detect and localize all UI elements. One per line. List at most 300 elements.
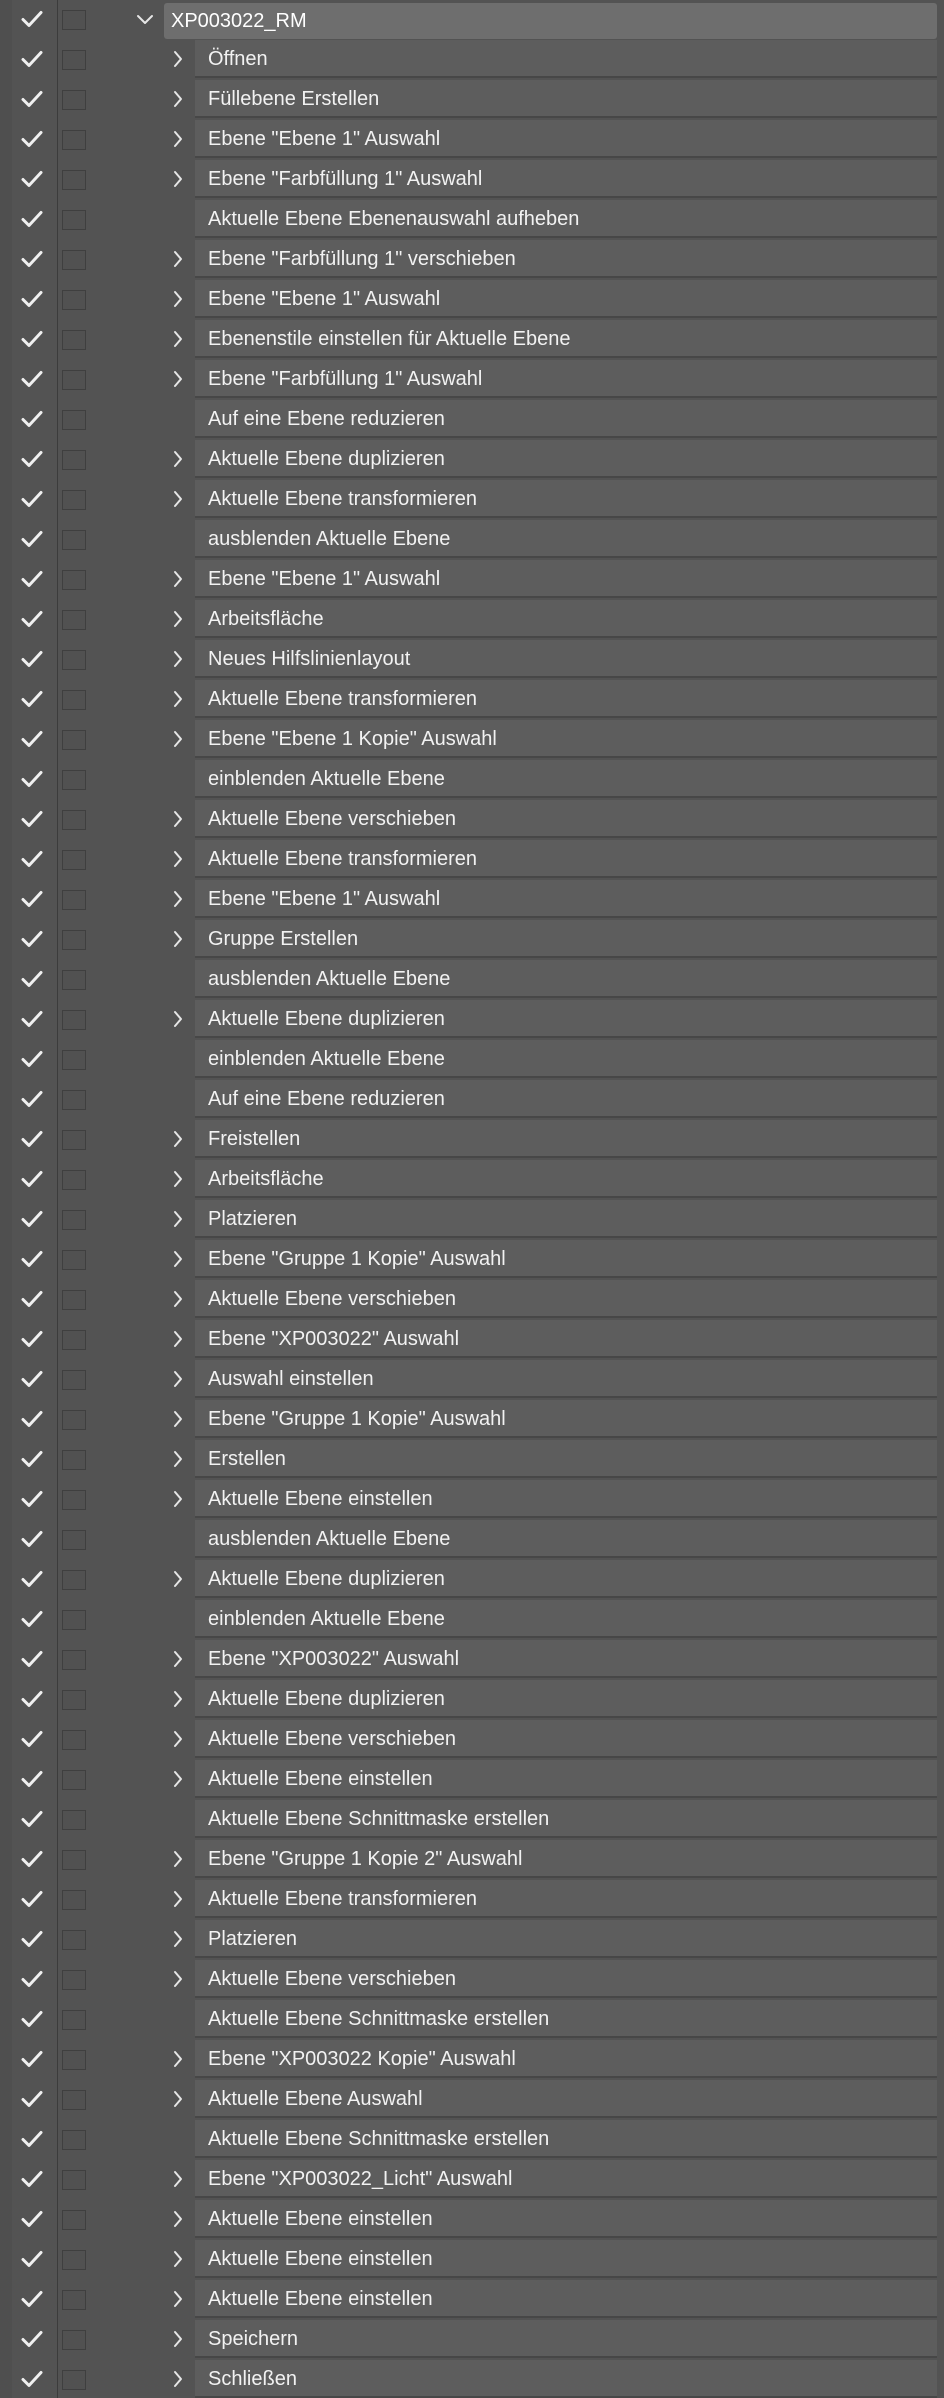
toggle-dialog-box[interactable] <box>62 770 86 790</box>
toggle-dialog-box[interactable] <box>62 2010 86 2030</box>
checkmark-icon <box>21 2250 43 2268</box>
expand-toggle[interactable] <box>168 1209 188 1229</box>
chevron-right-icon <box>172 1490 184 1508</box>
action-step-row[interactable] <box>0 1160 944 1198</box>
expand-toggle[interactable] <box>168 1369 188 1389</box>
expand-toggle[interactable] <box>168 489 188 509</box>
action-step-label: Ebene "XP003022" Auswahl <box>208 1328 460 1350</box>
expand-toggle[interactable] <box>168 569 188 589</box>
toggle-item-checkbox[interactable] <box>20 967 44 991</box>
action-step-row[interactable] <box>0 840 944 878</box>
expand-toggle[interactable] <box>168 1769 188 1789</box>
action-step-row[interactable] <box>0 1200 944 1238</box>
toggle-item-checkbox[interactable] <box>20 1487 44 1511</box>
expand-toggle[interactable] <box>168 929 188 949</box>
toggle-dialog-box[interactable] <box>62 2370 86 2390</box>
toggle-dialog-box[interactable] <box>62 1730 86 1750</box>
checkmark-icon <box>21 170 43 188</box>
toggle-dialog-box[interactable] <box>62 850 86 870</box>
action-step-row[interactable] <box>0 360 944 398</box>
toggle-dialog-box[interactable] <box>62 1970 86 1990</box>
expand-toggle[interactable] <box>168 1849 188 1869</box>
action-step-row[interactable] <box>0 320 944 358</box>
checkmark-icon <box>21 1970 43 1988</box>
chevron-right-icon <box>172 1250 184 1268</box>
checkmark-icon <box>21 2210 43 2228</box>
action-step-row[interactable] <box>0 520 944 558</box>
action-step-row[interactable] <box>0 120 944 158</box>
expand-toggle[interactable] <box>168 729 188 749</box>
toggle-dialog-box[interactable] <box>62 2210 86 2230</box>
action-step-label: Ebene "XP003022 Kopie" Auswahl <box>208 2048 516 2070</box>
toggle-dialog-box[interactable] <box>62 10 86 30</box>
expand-toggle[interactable] <box>168 2049 188 2069</box>
action-step-bar[interactable] <box>195 1440 937 1478</box>
expand-toggle[interactable] <box>168 649 188 669</box>
toggle-item-checkbox[interactable] <box>20 487 44 511</box>
toggle-dialog-box[interactable] <box>62 1410 86 1430</box>
toggle-item-checkbox[interactable] <box>20 1127 44 1151</box>
action-step-row[interactable] <box>0 2360 944 2398</box>
expand-toggle[interactable] <box>168 1409 188 1429</box>
action-step-row[interactable] <box>0 880 944 918</box>
toggle-dialog-box[interactable] <box>62 170 86 190</box>
checkmark-icon <box>21 1290 43 1308</box>
toggle-item-checkbox[interactable] <box>20 567 44 591</box>
checkmark-icon <box>21 1930 43 1948</box>
action-step-row[interactable] <box>0 1440 944 1478</box>
expand-toggle[interactable] <box>168 1329 188 1349</box>
action-step-row[interactable] <box>0 240 944 278</box>
toggle-dialog-box[interactable] <box>62 210 86 230</box>
checkmark-icon <box>21 1730 43 1748</box>
action-step-label: Aktuelle Ebene duplizieren <box>208 1568 445 1590</box>
expand-toggle[interactable] <box>168 689 188 709</box>
checkmark-icon <box>21 970 43 988</box>
action-step-label: Ebene "Gruppe 1 Kopie 2" Auswahl <box>208 1848 523 1870</box>
toggle-dialog-box[interactable] <box>62 530 86 550</box>
action-step-row[interactable] <box>0 1120 944 1158</box>
chevron-right-icon <box>172 810 184 828</box>
toggle-dialog-box[interactable] <box>62 1330 86 1350</box>
toggle-dialog-box[interactable] <box>62 2290 86 2310</box>
toggle-item-checkbox[interactable] <box>20 1527 44 1551</box>
action-step-row[interactable] <box>0 2120 944 2158</box>
toggle-dialog-box[interactable] <box>62 2130 86 2150</box>
expand-toggle[interactable] <box>168 2169 188 2189</box>
toggle-item-checkbox[interactable] <box>20 727 44 751</box>
toggle-dialog-box[interactable] <box>62 450 86 470</box>
chevron-right-icon <box>172 1570 184 1588</box>
toggle-item-checkbox[interactable] <box>20 527 44 551</box>
expand-toggle[interactable] <box>168 1689 188 1709</box>
toggle-item-checkbox[interactable] <box>20 1447 44 1471</box>
expand-toggle[interactable] <box>168 1169 188 1189</box>
action-step-row[interactable] <box>0 2240 944 2278</box>
expand-toggle[interactable] <box>168 809 188 829</box>
expand-toggle[interactable] <box>168 449 188 469</box>
toggle-item-checkbox[interactable] <box>20 647 44 671</box>
toggle-item-checkbox[interactable] <box>20 327 44 351</box>
toggle-dialog-box[interactable] <box>62 2050 86 2070</box>
expand-toggle[interactable] <box>168 49 188 69</box>
toggle-dialog-box[interactable] <box>62 410 86 430</box>
toggle-item-checkbox[interactable] <box>20 767 44 791</box>
action-step-row[interactable] <box>0 1600 944 1638</box>
toggle-item-checkbox[interactable] <box>20 2327 44 2351</box>
expand-toggle[interactable] <box>168 2089 188 2109</box>
toggle-item-checkbox[interactable] <box>20 1607 44 1631</box>
toggle-dialog-box[interactable] <box>62 1010 86 1030</box>
toggle-dialog-box[interactable] <box>62 90 86 110</box>
expand-toggle[interactable] <box>168 329 188 349</box>
action-step-row[interactable] <box>0 40 944 78</box>
toggle-dialog-box[interactable] <box>62 1570 86 1590</box>
toggle-item-checkbox[interactable] <box>20 2247 44 2271</box>
action-step-label: ausblenden Aktuelle Ebene <box>208 528 451 550</box>
action-step-label: einblenden Aktuelle Ebene <box>208 1048 445 1070</box>
expand-toggle[interactable] <box>168 889 188 909</box>
action-step-row[interactable] <box>0 1080 944 1118</box>
checkmark-icon <box>21 1050 43 1068</box>
expand-toggle[interactable] <box>168 1569 188 1589</box>
chevron-right-icon <box>172 610 184 628</box>
expand-toggle[interactable] <box>168 249 188 269</box>
toggle-item-checkbox[interactable] <box>20 287 44 311</box>
action-step-row[interactable] <box>0 1920 944 1958</box>
toggle-dialog-box[interactable] <box>62 1050 86 1070</box>
action-step-label: Aktuelle Ebene transformieren <box>208 488 478 510</box>
checkmark-icon <box>21 1450 43 1468</box>
toggle-item-checkbox[interactable] <box>20 2367 44 2391</box>
checkmark-icon <box>21 2050 43 2068</box>
action-step-row[interactable] <box>0 200 944 238</box>
toggle-dialog-box[interactable] <box>62 1690 86 1710</box>
toggle-dialog-box[interactable] <box>62 1890 86 1910</box>
toggle-dialog-box[interactable] <box>62 930 86 950</box>
action-step-row[interactable] <box>0 920 944 958</box>
chevron-right-icon <box>172 170 184 188</box>
expand-toggle[interactable] <box>168 1249 188 1269</box>
toggle-dialog-box[interactable] <box>62 650 86 670</box>
toggle-item-checkbox[interactable] <box>20 1007 44 1031</box>
expand-toggle[interactable] <box>168 1489 188 1509</box>
expand-toggle[interactable] <box>168 2369 188 2389</box>
expand-toggle[interactable] <box>168 1729 188 1749</box>
toggle-dialog-box[interactable] <box>62 1850 86 1870</box>
action-step-row[interactable] <box>0 80 944 118</box>
action-step-label: Gruppe Erstellen <box>208 928 359 950</box>
toggle-item-checkbox[interactable] <box>20 407 44 431</box>
action-step-row[interactable] <box>0 560 944 598</box>
checkmark-icon <box>21 1690 43 1708</box>
action-step-row[interactable] <box>0 1480 944 1518</box>
toggle-item-checkbox[interactable] <box>20 607 44 631</box>
checkmark-icon <box>21 1890 43 1908</box>
action-step-row[interactable] <box>0 1560 944 1598</box>
toggle-dialog-box[interactable] <box>62 1210 86 1230</box>
action-step-label: Ebene "Farbfüllung 1" verschieben <box>208 248 516 270</box>
checkmark-icon <box>21 610 43 628</box>
action-step-row[interactable] <box>0 1800 944 1838</box>
toggle-dialog-box[interactable] <box>62 570 86 590</box>
toggle-item-checkbox[interactable] <box>20 1927 44 1951</box>
checkmark-icon <box>21 490 43 508</box>
toggle-dialog-box[interactable] <box>62 370 86 390</box>
toggle-item-checkbox[interactable] <box>20 1367 44 1391</box>
action-step-label: Arbeitsfläche <box>208 1168 324 1190</box>
expand-toggle[interactable] <box>168 1289 188 1309</box>
action-step-row[interactable] <box>0 400 944 438</box>
checkmark-icon <box>21 250 43 268</box>
action-step-row[interactable] <box>0 440 944 478</box>
action-step-row[interactable] <box>0 1400 944 1438</box>
expand-toggle[interactable] <box>168 1009 188 1029</box>
expand-toggle[interactable] <box>168 169 188 189</box>
action-step-label: Aktuelle Ebene Auswahl <box>208 2088 423 2110</box>
action-step-row[interactable] <box>0 2080 944 2118</box>
toggle-item-checkbox[interactable] <box>20 2047 44 2071</box>
action-step-row[interactable] <box>0 1040 944 1078</box>
chevron-right-icon <box>172 2290 184 2308</box>
toggle-item-checkbox[interactable] <box>20 1807 44 1831</box>
chevron-right-icon <box>172 250 184 268</box>
expand-toggle[interactable] <box>168 609 188 629</box>
toggle-dialog-box[interactable] <box>62 250 86 270</box>
checkmark-icon <box>21 2010 43 2028</box>
action-set-row[interactable] <box>0 0 944 38</box>
expand-toggle[interactable] <box>168 289 188 309</box>
toggle-item-checkbox[interactable] <box>20 1287 44 1311</box>
toggle-dialog-box[interactable] <box>62 1490 86 1510</box>
toggle-item-checkbox[interactable] <box>20 447 44 471</box>
action-step-bar[interactable] <box>195 2320 937 2358</box>
action-step-row[interactable] <box>0 720 944 758</box>
collapse-toggle[interactable] <box>134 9 156 31</box>
action-step-row[interactable] <box>0 1000 944 1038</box>
toggle-dialog-box[interactable] <box>62 970 86 990</box>
action-step-bar[interactable] <box>195 1120 937 1158</box>
toggle-item-checkbox[interactable] <box>20 207 44 231</box>
action-step-bar[interactable] <box>195 1200 937 1238</box>
expand-toggle[interactable] <box>168 849 188 869</box>
checkmark-icon <box>21 1810 43 1828</box>
expand-toggle[interactable] <box>168 369 188 389</box>
toggle-dialog-box[interactable] <box>62 1250 86 1270</box>
toggle-item-checkbox[interactable] <box>20 1207 44 1231</box>
toggle-item-checkbox[interactable] <box>20 927 44 951</box>
toggle-item-checkbox[interactable] <box>20 247 44 271</box>
expand-toggle[interactable] <box>168 2329 188 2349</box>
action-step-row[interactable] <box>0 1880 944 1918</box>
action-step-row[interactable] <box>0 800 944 838</box>
toggle-item-checkbox[interactable] <box>20 2167 44 2191</box>
action-step-row[interactable] <box>0 760 944 798</box>
action-step-label: Aktuelle Ebene einstellen <box>208 2248 433 2270</box>
action-step-row[interactable] <box>0 1680 944 1718</box>
action-step-label: Aktuelle Ebene transformieren <box>208 1888 478 1910</box>
toggle-dialog-box[interactable] <box>62 130 86 150</box>
action-step-label: Ebene "Ebene 1" Auswahl <box>208 288 441 310</box>
toggle-item-checkbox[interactable] <box>20 2007 44 2031</box>
action-step-row[interactable] <box>0 1960 944 1998</box>
toggle-dialog-box[interactable] <box>62 890 86 910</box>
toggle-item-checkbox[interactable] <box>20 1647 44 1671</box>
toggle-dialog-box[interactable] <box>62 1450 86 1470</box>
action-step-bar[interactable] <box>195 2360 937 2398</box>
action-step-label: Aktuelle Ebene einstellen <box>208 2208 433 2230</box>
toggle-item-checkbox[interactable] <box>20 1967 44 1991</box>
checkmark-icon <box>21 410 43 428</box>
chevron-right-icon <box>172 1970 184 1988</box>
expand-toggle[interactable] <box>168 1969 188 1989</box>
action-step-label: Aktuelle Ebene Schnittmaske erstellen <box>208 1808 550 1830</box>
checkmark-icon <box>21 1170 43 1188</box>
toggle-item-checkbox[interactable] <box>20 47 44 71</box>
toggle-item-checkbox[interactable] <box>20 2207 44 2231</box>
toggle-dialog-box[interactable] <box>62 2330 86 2350</box>
toggle-item-checkbox[interactable] <box>20 127 44 151</box>
toggle-dialog-box[interactable] <box>62 1930 86 1950</box>
toggle-item-checkbox[interactable] <box>20 1767 44 1791</box>
action-step-label: Arbeitsfläche <box>208 608 324 630</box>
checkmark-icon <box>21 90 43 108</box>
toggle-item-checkbox[interactable] <box>20 807 44 831</box>
toggle-item-checkbox[interactable] <box>20 1847 44 1871</box>
action-step-row[interactable] <box>0 2040 944 2078</box>
toggle-item-checkbox[interactable] <box>20 1087 44 1111</box>
toggle-dialog-box[interactable] <box>62 1090 86 1110</box>
action-step-row[interactable] <box>0 680 944 718</box>
action-step-row[interactable] <box>0 2160 944 2198</box>
checkmark-icon <box>21 450 43 468</box>
expand-toggle[interactable] <box>168 89 188 109</box>
action-step-bar[interactable] <box>195 40 937 78</box>
toggle-item-checkbox[interactable] <box>20 887 44 911</box>
action-step-label: Aktuelle Ebene einstellen <box>208 1488 433 1510</box>
toggle-dialog-box[interactable] <box>62 1370 86 1390</box>
toggle-item-checkbox[interactable] <box>20 1047 44 1071</box>
checkmark-icon <box>21 370 43 388</box>
expand-toggle[interactable] <box>168 129 188 149</box>
action-step-row[interactable] <box>0 280 944 318</box>
action-step-row[interactable] <box>0 1320 944 1358</box>
toggle-dialog-box[interactable] <box>62 50 86 70</box>
toggle-dialog-box[interactable] <box>62 290 86 310</box>
toggle-item-checkbox[interactable] <box>20 2287 44 2311</box>
action-step-row[interactable] <box>0 2200 944 2238</box>
action-step-label: Ebene "Ebene 1 Kopie" Auswahl <box>208 728 497 750</box>
toggle-item-checkbox[interactable] <box>20 1327 44 1351</box>
toggle-dialog-box[interactable] <box>62 610 86 630</box>
action-step-row[interactable] <box>0 1360 944 1398</box>
action-step-row[interactable] <box>0 1280 944 1318</box>
action-step-bar[interactable] <box>195 1920 937 1958</box>
toggle-dialog-box[interactable] <box>62 1810 86 1830</box>
action-step-label: Öffnen <box>208 48 268 70</box>
toggle-item-checkbox[interactable] <box>20 1407 44 1431</box>
expand-toggle[interactable] <box>168 1929 188 1949</box>
chevron-right-icon <box>172 1650 184 1668</box>
toggle-item-checkbox[interactable] <box>20 2127 44 2151</box>
action-step-row[interactable] <box>0 1720 944 1758</box>
expand-toggle[interactable] <box>168 2289 188 2309</box>
action-step-row[interactable] <box>0 640 944 678</box>
toggle-dialog-box[interactable] <box>62 2170 86 2190</box>
toggle-item-checkbox[interactable] <box>20 7 44 31</box>
action-step-row[interactable] <box>0 1760 944 1798</box>
chevron-right-icon <box>172 2250 184 2268</box>
action-step-row[interactable] <box>0 2320 944 2358</box>
action-step-label: Ebene "XP003022" Auswahl <box>208 1648 460 1670</box>
toggle-item-checkbox[interactable] <box>20 367 44 391</box>
action-step-row[interactable] <box>0 600 944 638</box>
toggle-dialog-box[interactable] <box>62 1130 86 1150</box>
expand-toggle[interactable] <box>168 1649 188 1669</box>
toggle-dialog-box[interactable] <box>62 2090 86 2110</box>
toggle-dialog-box[interactable] <box>62 1610 86 1630</box>
toggle-dialog-box[interactable] <box>62 690 86 710</box>
expand-toggle[interactable] <box>168 2209 188 2229</box>
toggle-dialog-box[interactable] <box>62 1650 86 1670</box>
toggle-dialog-box[interactable] <box>62 730 86 750</box>
action-step-label: Ebene "Ebene 1" Auswahl <box>208 888 441 910</box>
toggle-item-checkbox[interactable] <box>20 87 44 111</box>
expand-toggle[interactable] <box>168 1449 188 1469</box>
action-step-label: einblenden Aktuelle Ebene <box>208 768 445 790</box>
toggle-item-checkbox[interactable] <box>20 1887 44 1911</box>
toggle-item-checkbox[interactable] <box>20 1687 44 1711</box>
expand-toggle[interactable] <box>168 2249 188 2269</box>
toggle-item-checkbox[interactable] <box>20 1727 44 1751</box>
toggle-item-checkbox[interactable] <box>20 1247 44 1271</box>
toggle-item-checkbox[interactable] <box>20 1167 44 1191</box>
action-step-row[interactable] <box>0 1240 944 1278</box>
toggle-dialog-box[interactable] <box>62 1170 86 1190</box>
toggle-dialog-box[interactable] <box>62 1290 86 1310</box>
toggle-dialog-box[interactable] <box>62 1770 86 1790</box>
expand-toggle[interactable] <box>168 1889 188 1909</box>
action-step-row[interactable] <box>0 480 944 518</box>
toggle-dialog-box[interactable] <box>62 330 86 350</box>
action-step-row[interactable] <box>0 2280 944 2318</box>
chevron-right-icon <box>172 1850 184 1868</box>
action-step-row[interactable] <box>0 1640 944 1678</box>
toggle-dialog-box[interactable] <box>62 490 86 510</box>
action-step-row[interactable] <box>0 1840 944 1878</box>
expand-toggle[interactable] <box>168 1129 188 1149</box>
chevron-right-icon <box>172 1730 184 1748</box>
checkmark-icon <box>21 1370 43 1388</box>
action-step-label: Schließen <box>208 2368 297 2390</box>
toggle-item-checkbox[interactable] <box>20 847 44 871</box>
toggle-dialog-box[interactable] <box>62 810 86 830</box>
toggle-dialog-box[interactable] <box>62 1530 86 1550</box>
checkmark-icon <box>21 1610 43 1628</box>
toggle-item-checkbox[interactable] <box>20 167 44 191</box>
toggle-item-checkbox[interactable] <box>20 687 44 711</box>
chevron-right-icon <box>172 1410 184 1428</box>
toggle-item-checkbox[interactable] <box>20 1567 44 1591</box>
action-step-label: Aktuelle Ebene verschieben <box>208 808 456 830</box>
action-step-row[interactable] <box>0 160 944 198</box>
action-step-row[interactable] <box>0 2000 944 2038</box>
action-step-row[interactable] <box>0 1520 944 1558</box>
checkmark-icon <box>21 1770 43 1788</box>
action-step-row[interactable] <box>0 960 944 998</box>
toggle-item-checkbox[interactable] <box>20 2087 44 2111</box>
toggle-dialog-box[interactable] <box>62 2250 86 2270</box>
